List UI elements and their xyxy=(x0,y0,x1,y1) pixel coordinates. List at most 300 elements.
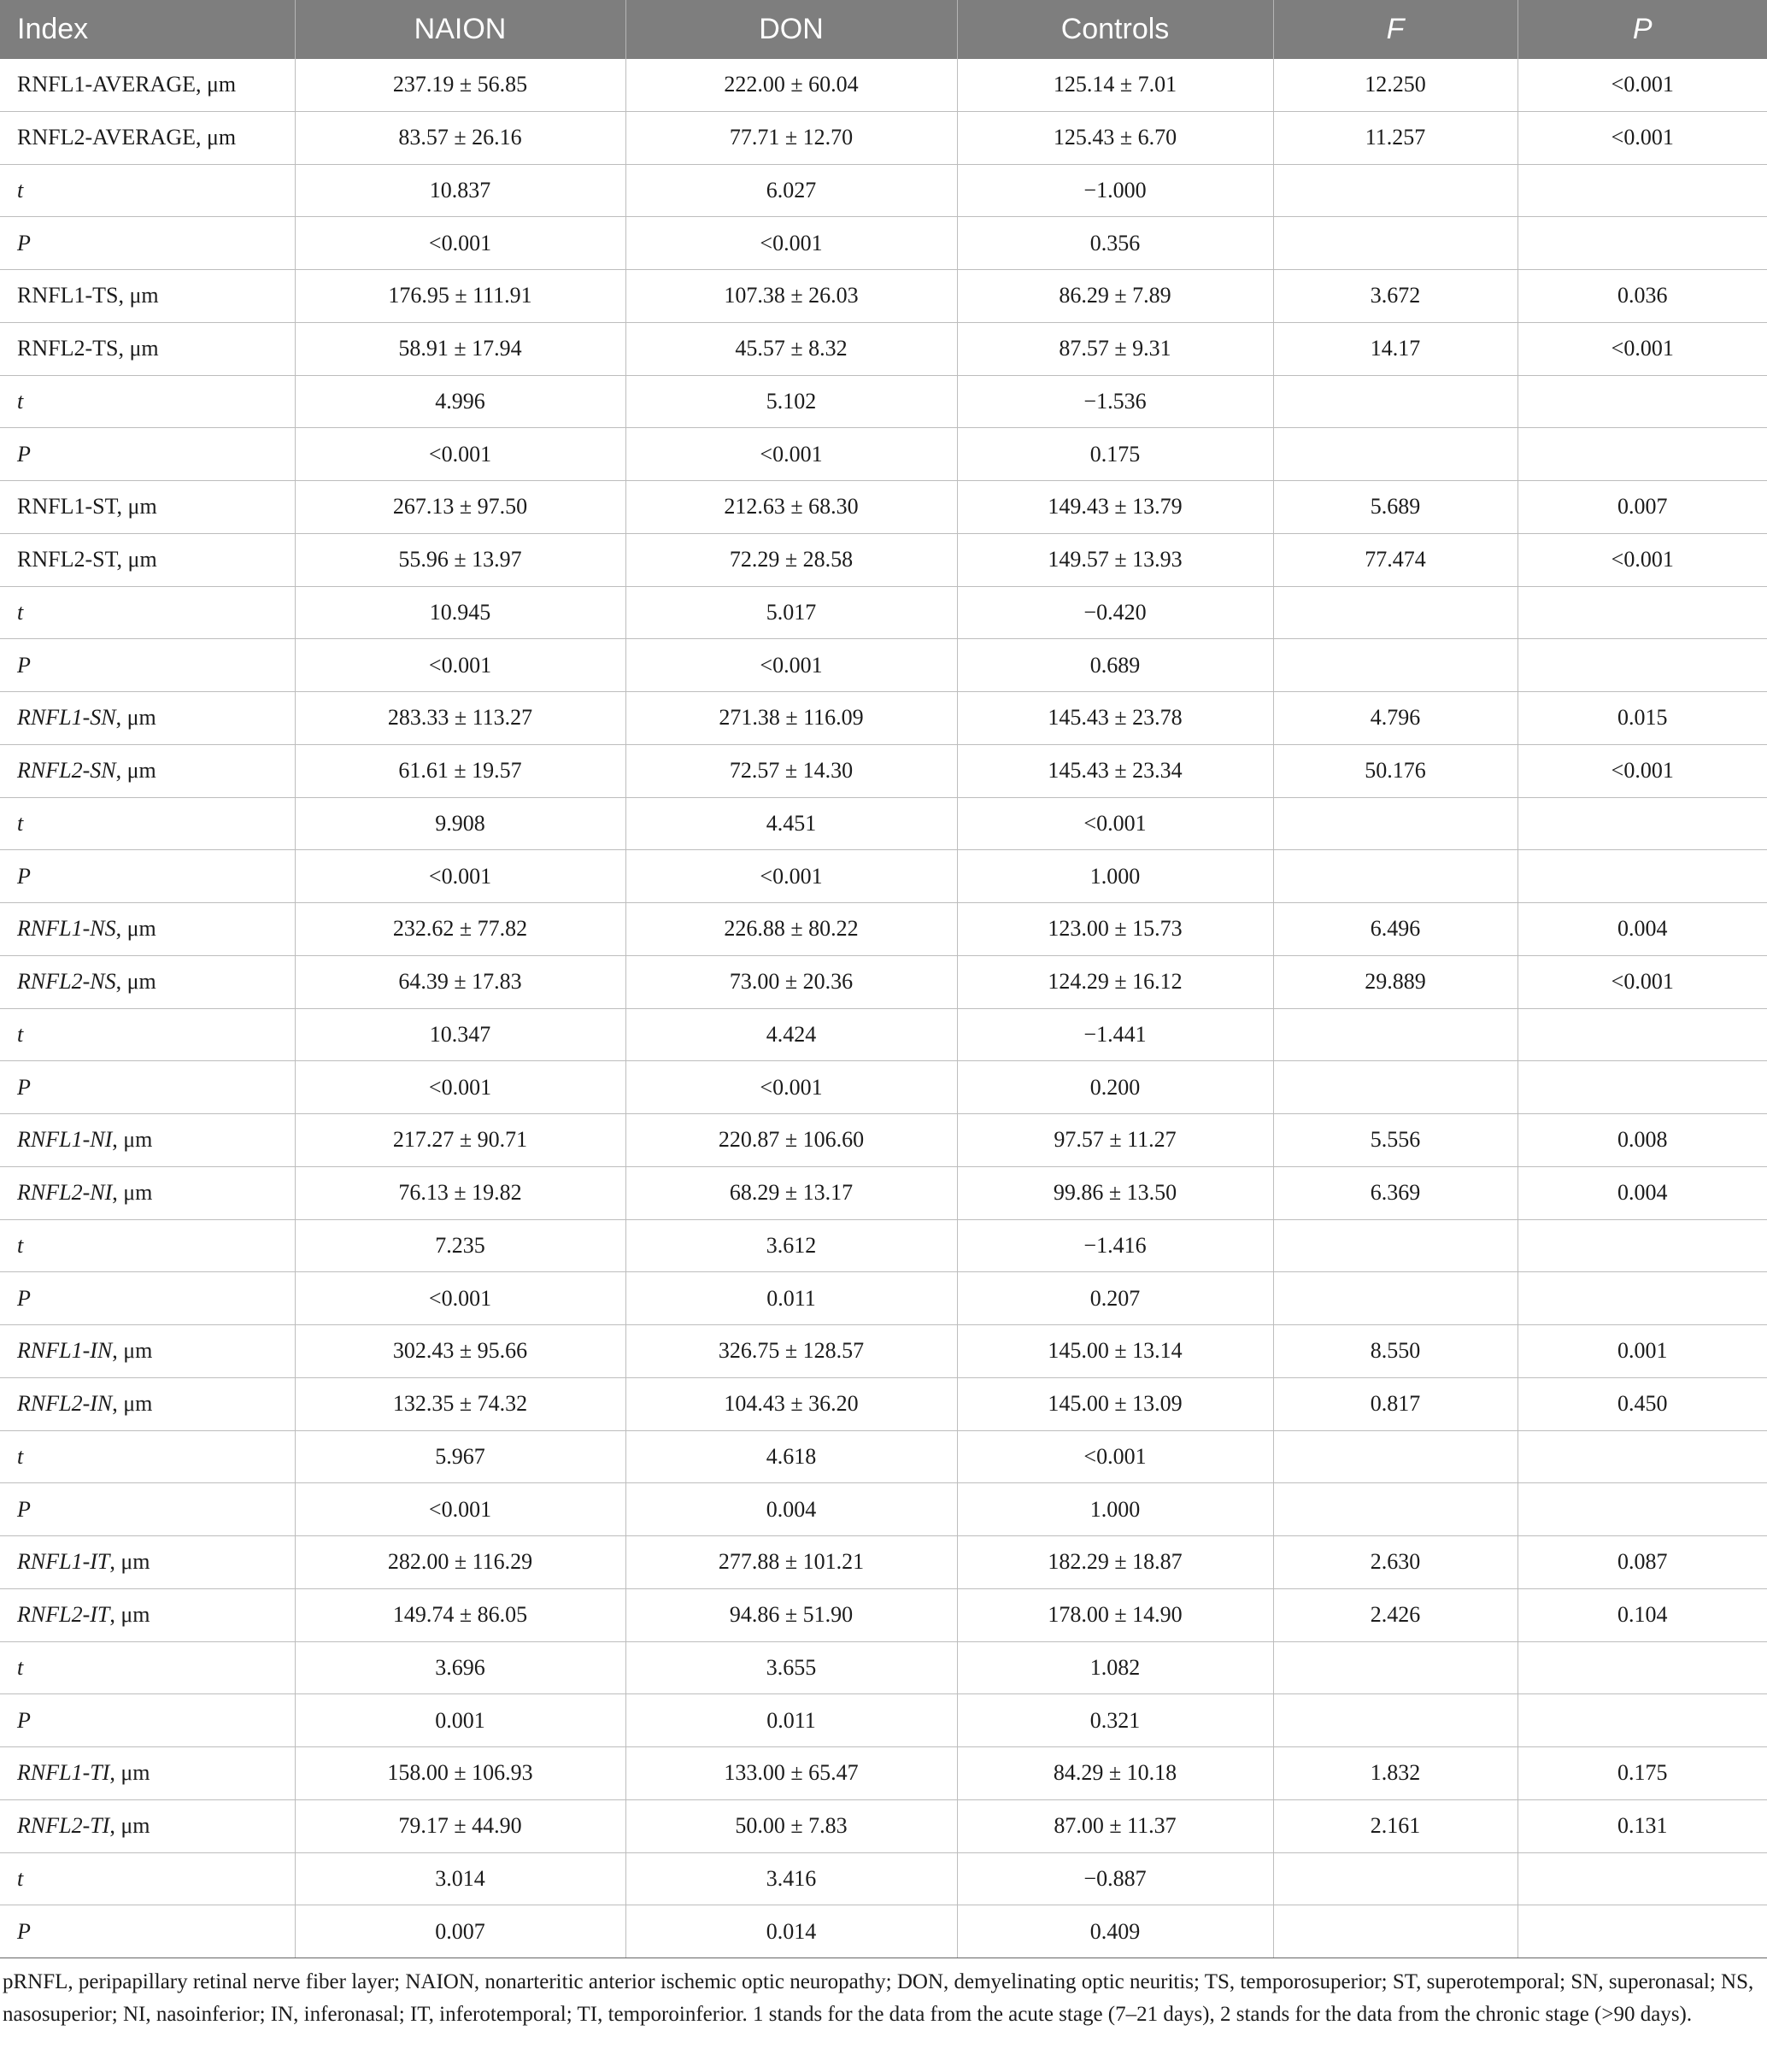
table-row xyxy=(0,1799,1767,1852)
row-index-cell xyxy=(0,1114,295,1167)
cell-controls: <0.001 xyxy=(957,1430,1273,1483)
cell-controls: 125.14 ± 7.01 xyxy=(957,59,1273,111)
cell-don: 226.88 ± 80.22 xyxy=(625,903,957,956)
cell-controls: −0.420 xyxy=(957,586,1273,639)
cell-p: <0.001 xyxy=(1518,59,1767,111)
row-index-unit: , μm xyxy=(112,1180,153,1206)
cell-f: 12.250 xyxy=(1273,59,1518,111)
table-row xyxy=(0,375,1767,428)
cell-p: 0.015 xyxy=(1518,692,1767,745)
cell-controls: 99.86 ± 13.50 xyxy=(957,1166,1273,1219)
cell-controls: 97.57 ± 11.27 xyxy=(957,1114,1273,1167)
cell-p: <0.001 xyxy=(1518,111,1767,164)
table-row xyxy=(0,1641,1767,1694)
table-row xyxy=(0,797,1767,850)
header-row xyxy=(0,0,1767,59)
cell-naion: 283.33 ± 113.27 xyxy=(295,692,625,745)
cell-naion: <0.001 xyxy=(295,1061,625,1114)
cell-don: 4.451 xyxy=(625,797,957,850)
table-row xyxy=(0,1061,1767,1114)
table-row xyxy=(0,1272,1767,1325)
row-index-cell xyxy=(0,1166,295,1219)
cell-don: <0.001 xyxy=(625,217,957,270)
cell-p xyxy=(1518,850,1767,903)
row-index-cell xyxy=(0,639,295,692)
cell-don: 0.004 xyxy=(625,1483,957,1536)
row-index-cell xyxy=(0,481,295,534)
cell-controls: 123.00 ± 15.73 xyxy=(957,903,1273,956)
cell-p xyxy=(1518,428,1767,481)
cell-don: 68.29 ± 13.17 xyxy=(625,1166,957,1219)
cell-don: 3.612 xyxy=(625,1219,957,1272)
row-index-label: RNFL1-IT xyxy=(17,1549,110,1575)
cell-controls: 0.207 xyxy=(957,1272,1273,1325)
cell-p: 0.004 xyxy=(1518,1166,1767,1219)
cell-p xyxy=(1518,1694,1767,1747)
row-index-unit: , μm xyxy=(115,969,156,995)
cell-naion: 237.19 ± 56.85 xyxy=(295,59,625,111)
cell-p xyxy=(1518,586,1767,639)
table-row xyxy=(0,59,1767,111)
cell-controls: 87.00 ± 11.37 xyxy=(957,1799,1273,1852)
cell-naion: 0.001 xyxy=(295,1694,625,1747)
cell-controls: 145.00 ± 13.14 xyxy=(957,1325,1273,1378)
row-index-unit: , μm xyxy=(112,1338,153,1364)
table-body xyxy=(0,59,1767,1958)
row-index-cell xyxy=(0,428,295,481)
table-row xyxy=(0,270,1767,323)
cell-p xyxy=(1518,375,1767,428)
header-controls: Controls xyxy=(957,0,1273,59)
row-index-unit: , μm xyxy=(115,758,156,784)
row-index-cell xyxy=(0,59,295,111)
row-index-label: RNFL1-TI xyxy=(17,1760,110,1786)
row-index-label: P xyxy=(17,1707,31,1733)
row-index-cell xyxy=(0,1325,295,1378)
cell-f xyxy=(1273,1852,1518,1905)
row-index-cell xyxy=(0,586,295,639)
row-index-label: P xyxy=(17,652,31,678)
cell-f: 2.426 xyxy=(1273,1588,1518,1641)
cell-f: 3.672 xyxy=(1273,270,1518,323)
cell-naion: <0.001 xyxy=(295,639,625,692)
table-row xyxy=(0,1325,1767,1378)
cell-don: <0.001 xyxy=(625,850,957,903)
table-row xyxy=(0,428,1767,481)
cell-naion: 232.62 ± 77.82 xyxy=(295,903,625,956)
cell-p: 0.004 xyxy=(1518,903,1767,956)
cell-controls: 149.43 ± 13.79 xyxy=(957,481,1273,534)
table-row xyxy=(0,1588,1767,1641)
row-index-cell xyxy=(0,692,295,745)
cell-naion: 9.908 xyxy=(295,797,625,850)
cell-f xyxy=(1273,1061,1518,1114)
cell-p xyxy=(1518,1852,1767,1905)
cell-p xyxy=(1518,797,1767,850)
cell-naion: 176.95 ± 111.91 xyxy=(295,270,625,323)
table-row xyxy=(0,164,1767,217)
cell-don: 94.86 ± 51.90 xyxy=(625,1588,957,1641)
cell-f xyxy=(1273,217,1518,270)
cell-f xyxy=(1273,1219,1518,1272)
row-index-label: RNFL2-AVERAGE, μm xyxy=(17,125,237,150)
cell-don: <0.001 xyxy=(625,1061,957,1114)
cell-controls: 149.57 ± 13.93 xyxy=(957,533,1273,586)
row-index-label: RNFL2-ST, μm xyxy=(17,547,157,572)
table-row xyxy=(0,850,1767,903)
cell-don: 222.00 ± 60.04 xyxy=(625,59,957,111)
row-index-label: t xyxy=(17,599,24,625)
cell-don: 212.63 ± 68.30 xyxy=(625,481,957,534)
cell-p xyxy=(1518,1008,1767,1061)
header-naion: NAION xyxy=(295,0,625,59)
cell-naion: 267.13 ± 97.50 xyxy=(295,481,625,534)
row-index-unit: , μm xyxy=(112,1127,153,1153)
cell-don: 326.75 ± 128.57 xyxy=(625,1325,957,1378)
cell-naion: 10.837 xyxy=(295,164,625,217)
cell-don: <0.001 xyxy=(625,639,957,692)
cell-don: <0.001 xyxy=(625,428,957,481)
table-row xyxy=(0,1905,1767,1958)
table-row xyxy=(0,1430,1767,1483)
cell-f: 2.630 xyxy=(1273,1536,1518,1589)
row-index-label: RNFL1-ST, μm xyxy=(17,494,157,519)
cell-don: 277.88 ± 101.21 xyxy=(625,1536,957,1589)
cell-don: 220.87 ± 106.60 xyxy=(625,1114,957,1167)
row-index-unit: , μm xyxy=(115,705,156,731)
cell-naion: 149.74 ± 86.05 xyxy=(295,1588,625,1641)
row-index-label: t xyxy=(17,1232,24,1258)
table-row xyxy=(0,744,1767,797)
cell-p: 0.450 xyxy=(1518,1377,1767,1430)
table-row xyxy=(0,1694,1767,1747)
cell-controls: 182.29 ± 18.87 xyxy=(957,1536,1273,1589)
table-row xyxy=(0,322,1767,375)
cell-naion: 58.91 ± 17.94 xyxy=(295,322,625,375)
cell-don: 45.57 ± 8.32 xyxy=(625,322,957,375)
row-index-cell xyxy=(0,1852,295,1905)
row-index-label: t xyxy=(17,1865,24,1891)
table-row xyxy=(0,533,1767,586)
row-index-label: RNFL2-TS, μm xyxy=(17,336,159,361)
cell-p: 0.007 xyxy=(1518,481,1767,534)
row-index-label: P xyxy=(17,1074,31,1100)
cell-naion: 7.235 xyxy=(295,1219,625,1272)
row-index-label: P xyxy=(17,1496,31,1522)
cell-don: 3.416 xyxy=(625,1852,957,1905)
row-index-label: RNFL1-AVERAGE, μm xyxy=(17,72,237,97)
cell-don: 72.29 ± 28.58 xyxy=(625,533,957,586)
cell-don: 5.017 xyxy=(625,586,957,639)
cell-don: 0.011 xyxy=(625,1272,957,1325)
cell-don: 271.38 ± 116.09 xyxy=(625,692,957,745)
table-row xyxy=(0,692,1767,745)
row-index-unit: , μm xyxy=(109,1813,150,1839)
cell-p: <0.001 xyxy=(1518,955,1767,1008)
row-index-cell xyxy=(0,955,295,1008)
table-row xyxy=(0,1219,1767,1272)
cell-f: 8.550 xyxy=(1273,1325,1518,1378)
cell-f xyxy=(1273,164,1518,217)
row-index-cell xyxy=(0,1536,295,1589)
cell-naion: 302.43 ± 95.66 xyxy=(295,1325,625,1378)
row-index-cell xyxy=(0,1008,295,1061)
header-index: Index xyxy=(0,0,295,59)
cell-naion: 5.967 xyxy=(295,1430,625,1483)
cell-don: 104.43 ± 36.20 xyxy=(625,1377,957,1430)
cell-controls: −1.000 xyxy=(957,164,1273,217)
cell-naion: 64.39 ± 17.83 xyxy=(295,955,625,1008)
cell-naion: 79.17 ± 44.90 xyxy=(295,1799,625,1852)
cell-f xyxy=(1273,1641,1518,1694)
cell-naion: <0.001 xyxy=(295,217,625,270)
cell-f xyxy=(1273,586,1518,639)
cell-p xyxy=(1518,639,1767,692)
row-index-label: t xyxy=(17,177,24,203)
row-index-cell xyxy=(0,850,295,903)
row-index-label: RNFL2-SN xyxy=(17,758,116,784)
row-index-cell xyxy=(0,1694,295,1747)
cell-naion: 55.96 ± 13.97 xyxy=(295,533,625,586)
cell-p: 0.001 xyxy=(1518,1325,1767,1378)
row-index-label: RNFL2-TI xyxy=(17,1813,110,1839)
row-index-cell xyxy=(0,1799,295,1852)
cell-naion: 10.347 xyxy=(295,1008,625,1061)
cell-p: <0.001 xyxy=(1518,744,1767,797)
cell-controls: −1.441 xyxy=(957,1008,1273,1061)
row-index-label: t xyxy=(17,1021,24,1047)
cell-naion: 3.696 xyxy=(295,1641,625,1694)
cell-f: 6.496 xyxy=(1273,903,1518,956)
cell-p: <0.001 xyxy=(1518,322,1767,375)
row-index-label: P xyxy=(17,1285,31,1311)
cell-f: 11.257 xyxy=(1273,111,1518,164)
row-index-label: P xyxy=(17,441,31,467)
row-index-label: RNFL1-SN xyxy=(17,705,116,731)
cell-p xyxy=(1518,1272,1767,1325)
row-index-cell xyxy=(0,1588,295,1641)
cell-f xyxy=(1273,1272,1518,1325)
row-index-label: P xyxy=(17,230,31,255)
row-index-label: t xyxy=(17,388,24,414)
cell-naion: 83.57 ± 26.16 xyxy=(295,111,625,164)
cell-p: 0.008 xyxy=(1518,1114,1767,1167)
cell-naion: 282.00 ± 116.29 xyxy=(295,1536,625,1589)
table-footnote: pRNFL, peripapillary retinal nerve fiber layer; NAION, nonarteritic anterior ischemic optic neuropathy; DON, demyelinating optic neuritis; TS, temporosuperior; ST, superotemporal; SN, superonasal; NS, nasosuperior; NI, nasoinferior; IN, inferonasal; IT, inferotemporal; TI, temporoinferior. 1 stands for the data from the acute stage (7–21 days), 2 stands for the data from the chronic stage (>90 days). xyxy=(3,1970,1754,2026)
cell-f xyxy=(1273,1694,1518,1747)
row-index-label: RNFL1-NS xyxy=(17,916,116,942)
cell-naion: 158.00 ± 106.93 xyxy=(295,1747,625,1800)
cell-controls: 0.409 xyxy=(957,1905,1273,1958)
row-index-label: RNFL2-NS xyxy=(17,969,116,995)
cell-controls: 145.43 ± 23.34 xyxy=(957,744,1273,797)
row-index-cell xyxy=(0,322,295,375)
cell-controls: 125.43 ± 6.70 xyxy=(957,111,1273,164)
row-index-label: t xyxy=(17,1443,24,1469)
cell-controls: <0.001 xyxy=(957,797,1273,850)
cell-controls: 1.082 xyxy=(957,1641,1273,1694)
cell-f xyxy=(1273,428,1518,481)
row-index-cell xyxy=(0,903,295,956)
row-index-cell xyxy=(0,111,295,164)
row-index-cell xyxy=(0,797,295,850)
cell-f xyxy=(1273,797,1518,850)
cell-controls: 0.321 xyxy=(957,1694,1273,1747)
row-index-cell xyxy=(0,164,295,217)
row-index-cell xyxy=(0,1641,295,1694)
cell-controls: 145.43 ± 23.78 xyxy=(957,692,1273,745)
cell-f xyxy=(1273,850,1518,903)
table-row xyxy=(0,1377,1767,1430)
cell-controls: −0.887 xyxy=(957,1852,1273,1905)
row-index-cell xyxy=(0,1430,295,1483)
cell-f xyxy=(1273,375,1518,428)
cell-don: 50.00 ± 7.83 xyxy=(625,1799,957,1852)
cell-controls: 124.29 ± 16.12 xyxy=(957,955,1273,1008)
row-index-unit: , μm xyxy=(115,916,156,942)
cell-don: 72.57 ± 14.30 xyxy=(625,744,957,797)
cell-controls: 145.00 ± 13.09 xyxy=(957,1377,1273,1430)
cell-p xyxy=(1518,1905,1767,1958)
cell-f: 1.832 xyxy=(1273,1747,1518,1800)
table-row xyxy=(0,1114,1767,1167)
cell-controls: 1.000 xyxy=(957,850,1273,903)
cell-p xyxy=(1518,1430,1767,1483)
row-index-label: RNFL2-IN xyxy=(17,1391,113,1417)
row-index-cell xyxy=(0,1483,295,1536)
cell-don: 0.014 xyxy=(625,1905,957,1958)
table-row xyxy=(0,1483,1767,1536)
cell-f: 50.176 xyxy=(1273,744,1518,797)
table-row xyxy=(0,586,1767,639)
cell-naion: 4.996 xyxy=(295,375,625,428)
cell-p: 0.131 xyxy=(1518,1799,1767,1852)
table-row xyxy=(0,955,1767,1008)
cell-don: 4.424 xyxy=(625,1008,957,1061)
cell-f: 5.689 xyxy=(1273,481,1518,534)
cell-f xyxy=(1273,639,1518,692)
row-index-unit: , μm xyxy=(112,1391,153,1417)
cell-don: 73.00 ± 20.36 xyxy=(625,955,957,1008)
cell-don: 6.027 xyxy=(625,164,957,217)
cell-don: 3.655 xyxy=(625,1641,957,1694)
cell-controls: 86.29 ± 7.89 xyxy=(957,270,1273,323)
row-index-label: RNFL1-NI xyxy=(17,1127,113,1153)
table-row xyxy=(0,1008,1767,1061)
cell-don: 133.00 ± 65.47 xyxy=(625,1747,957,1800)
row-index-label: RNFL1-TS, μm xyxy=(17,283,159,308)
cell-naion: 0.007 xyxy=(295,1905,625,1958)
cell-p: 0.104 xyxy=(1518,1588,1767,1641)
cell-controls: 84.29 ± 10.18 xyxy=(957,1747,1273,1800)
cell-f xyxy=(1273,1905,1518,1958)
row-index-label: t xyxy=(17,810,24,836)
cell-p xyxy=(1518,1219,1767,1272)
cell-naion: 217.27 ± 90.71 xyxy=(295,1114,625,1167)
table-row xyxy=(0,1747,1767,1800)
cell-p: 0.087 xyxy=(1518,1536,1767,1589)
cell-controls: 178.00 ± 14.90 xyxy=(957,1588,1273,1641)
cell-p xyxy=(1518,1061,1767,1114)
row-index-cell xyxy=(0,1377,295,1430)
cell-naion: <0.001 xyxy=(295,1483,625,1536)
cell-controls: −1.536 xyxy=(957,375,1273,428)
table-row xyxy=(0,111,1767,164)
header-f: F xyxy=(1273,0,1518,59)
table-row xyxy=(0,639,1767,692)
cell-p xyxy=(1518,217,1767,270)
cell-naion: 3.014 xyxy=(295,1852,625,1905)
cell-f: 0.817 xyxy=(1273,1377,1518,1430)
row-index-label: P xyxy=(17,863,31,889)
cell-don: 0.011 xyxy=(625,1694,957,1747)
cell-f xyxy=(1273,1008,1518,1061)
cell-don: 4.618 xyxy=(625,1430,957,1483)
cell-naion: 10.945 xyxy=(295,586,625,639)
row-index-label: RNFL1-IN xyxy=(17,1338,113,1364)
cell-controls: 0.356 xyxy=(957,217,1273,270)
cell-don: 77.71 ± 12.70 xyxy=(625,111,957,164)
row-index-unit: , μm xyxy=(109,1549,150,1575)
cell-f: 2.161 xyxy=(1273,1799,1518,1852)
cell-naion: 76.13 ± 19.82 xyxy=(295,1166,625,1219)
header-p: P xyxy=(1518,0,1767,59)
cell-p xyxy=(1518,1641,1767,1694)
cell-controls: 0.175 xyxy=(957,428,1273,481)
cell-f xyxy=(1273,1430,1518,1483)
cell-f: 6.369 xyxy=(1273,1166,1518,1219)
cell-f: 77.474 xyxy=(1273,533,1518,586)
cell-controls: −1.416 xyxy=(957,1219,1273,1272)
row-index-cell xyxy=(0,744,295,797)
cell-controls: 0.689 xyxy=(957,639,1273,692)
cell-f xyxy=(1273,1483,1518,1536)
table-header xyxy=(0,0,1767,59)
cell-naion: 132.35 ± 74.32 xyxy=(295,1377,625,1430)
row-index-cell xyxy=(0,1219,295,1272)
cell-p xyxy=(1518,1483,1767,1536)
row-index-cell xyxy=(0,375,295,428)
table-row xyxy=(0,1166,1767,1219)
cell-naion: <0.001 xyxy=(295,1272,625,1325)
row-index-label: RNFL2-IT xyxy=(17,1602,110,1628)
cell-p: <0.001 xyxy=(1518,533,1767,586)
row-index-cell xyxy=(0,270,295,323)
cell-f: 14.17 xyxy=(1273,322,1518,375)
table-row xyxy=(0,217,1767,270)
cell-f: 5.556 xyxy=(1273,1114,1518,1167)
cell-f: 4.796 xyxy=(1273,692,1518,745)
row-index-cell xyxy=(0,217,295,270)
cell-p: 0.036 xyxy=(1518,270,1767,323)
row-index-unit: , μm xyxy=(109,1602,150,1628)
table-row xyxy=(0,1536,1767,1589)
cell-controls: 1.000 xyxy=(957,1483,1273,1536)
cell-naion: <0.001 xyxy=(295,850,625,903)
cell-naion: 61.61 ± 19.57 xyxy=(295,744,625,797)
cell-controls: 87.57 ± 9.31 xyxy=(957,322,1273,375)
cell-don: 107.38 ± 26.03 xyxy=(625,270,957,323)
cell-naion: <0.001 xyxy=(295,428,625,481)
row-index-label: P xyxy=(17,1918,31,1944)
row-index-unit: , μm xyxy=(109,1760,150,1786)
header-don: DON xyxy=(625,0,957,59)
row-index-cell xyxy=(0,1747,295,1800)
row-index-label: RNFL2-NI xyxy=(17,1180,113,1206)
cell-controls: 0.200 xyxy=(957,1061,1273,1114)
cell-p xyxy=(1518,164,1767,217)
row-index-cell xyxy=(0,1061,295,1114)
